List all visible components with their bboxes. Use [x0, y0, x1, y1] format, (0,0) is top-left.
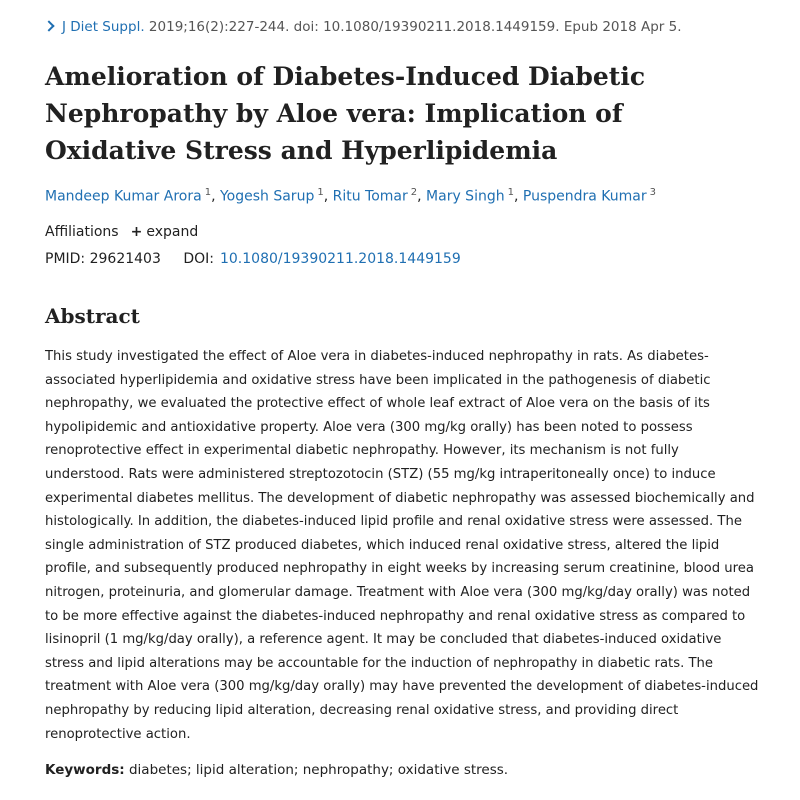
author-link[interactable]: Ritu Tomar: [332, 188, 408, 205]
doi-link[interactable]: 10.1080/19390211.2018.1449159: [219, 251, 461, 267]
author-affiliation-ref[interactable]: 1: [507, 187, 514, 198]
author-affiliation-ref[interactable]: 1: [317, 187, 324, 198]
author-affiliation-ref[interactable]: 1: [204, 187, 212, 198]
author-link[interactable]: Mandeep Kumar Arora: [45, 188, 202, 205]
plus-icon[interactable]: +: [130, 224, 143, 240]
author-list: Mandeep Kumar Arora $^1$, Yogesh Sarup $^1$, Ritu Tomar $^2$, Mary Singh $^1$, Puspendra Kumar $^3$: [45, 187, 656, 205]
citation-details: 2019;16(2):227-244. doi: 10.1080/19390211.2018.1449159. Epub 2018 Apr 5.: [148, 19, 682, 35]
author-affiliation-ref[interactable]: 3: [649, 187, 656, 198]
article-identifiers: [45, 251, 461, 267]
doi-label: DOI:: [183, 251, 214, 267]
keywords-label: Keywords:: [45, 762, 125, 778]
chevron-right-icon[interactable]: [43, 20, 54, 31]
abstract-heading: Abstract: [45, 304, 140, 328]
author-affiliation-ref[interactable]: 2: [410, 187, 418, 198]
abstract-text: This study investigated the effect of Aloe vera in diabetes-induced nephropathy in rats. As diabetes-associated hyperlipidemia and oxidative stress have been implicated in the pathogenesis of diabetic nephropathy, we evaluated the protective effect of whole leaf extract of Aloe vera on the basis of its hypolipidemic and antioxidative property. Aloe vera (300 mg/kg orally) has been noted to possess renoprotective effect in experimental diabetic nephropathy. However, its mechanism is not fully understood. Rats were administered streptozotocin (STZ) (55 mg/kg intraperitoneally once) to induce experimental diabetes mellitus. The development of diabetic nephropathy was assessed biochemically and histologically. In addition, the diabetes-induced lipid profile and renal oxidative stress were assessed. The single administration of STZ produced diabetes, which induced renal oxidative stress, altered the lipid profile, and subsequently produced nephropathy in eight weeks by increasing serum creatinine, blood urea nitrogen, proteinuria, and glomerular damage. Treatment with Aloe vera (300 mg/kg/day orally) was noted to be more effective against the diabetes-induced nephropathy and renal oxidative stress as compared to lisinopril (1 mg/kg/day orally), a reference agent. It may be concluded that diabetes-induced oxidative stress and lipid alterations may be accountable for the induction of nephropathy in diabetic rats. The treatment with Aloe vera (300 mg/kg/day orally) may have prevented the development of diabetes-induced nephropathy by reducing lipid alteration, decreasing renal oxidative stress, and providing direct renoprotective action.: [45, 349, 759, 742]
author-link[interactable]: Puspendra Kumar: [522, 188, 647, 205]
pmid-value: 29621403: [89, 251, 161, 267]
pmid-label: PMID:: [45, 251, 86, 267]
affiliations-label: Affiliations: [45, 224, 119, 240]
author-link[interactable]: Mary Singh: [426, 188, 505, 205]
author-link[interactable]: Yogesh Sarup: [219, 188, 315, 205]
citation-line: [45, 19, 682, 35]
article-title: Amelioration of Diabetes-Induced Diabetic Nephropathy by Aloe vera: Implication of Oxidative Stress and Hyperlipidemia: [45, 62, 646, 165]
keywords: [45, 762, 508, 778]
affiliations-toggle[interactable]: [45, 224, 198, 240]
keywords-text: diabetes; lipid alteration; nephropathy; oxidative stress.: [128, 762, 509, 778]
expand-button[interactable]: expand: [146, 224, 199, 240]
journal-link[interactable]: J Diet Suppl.: [62, 19, 145, 35]
